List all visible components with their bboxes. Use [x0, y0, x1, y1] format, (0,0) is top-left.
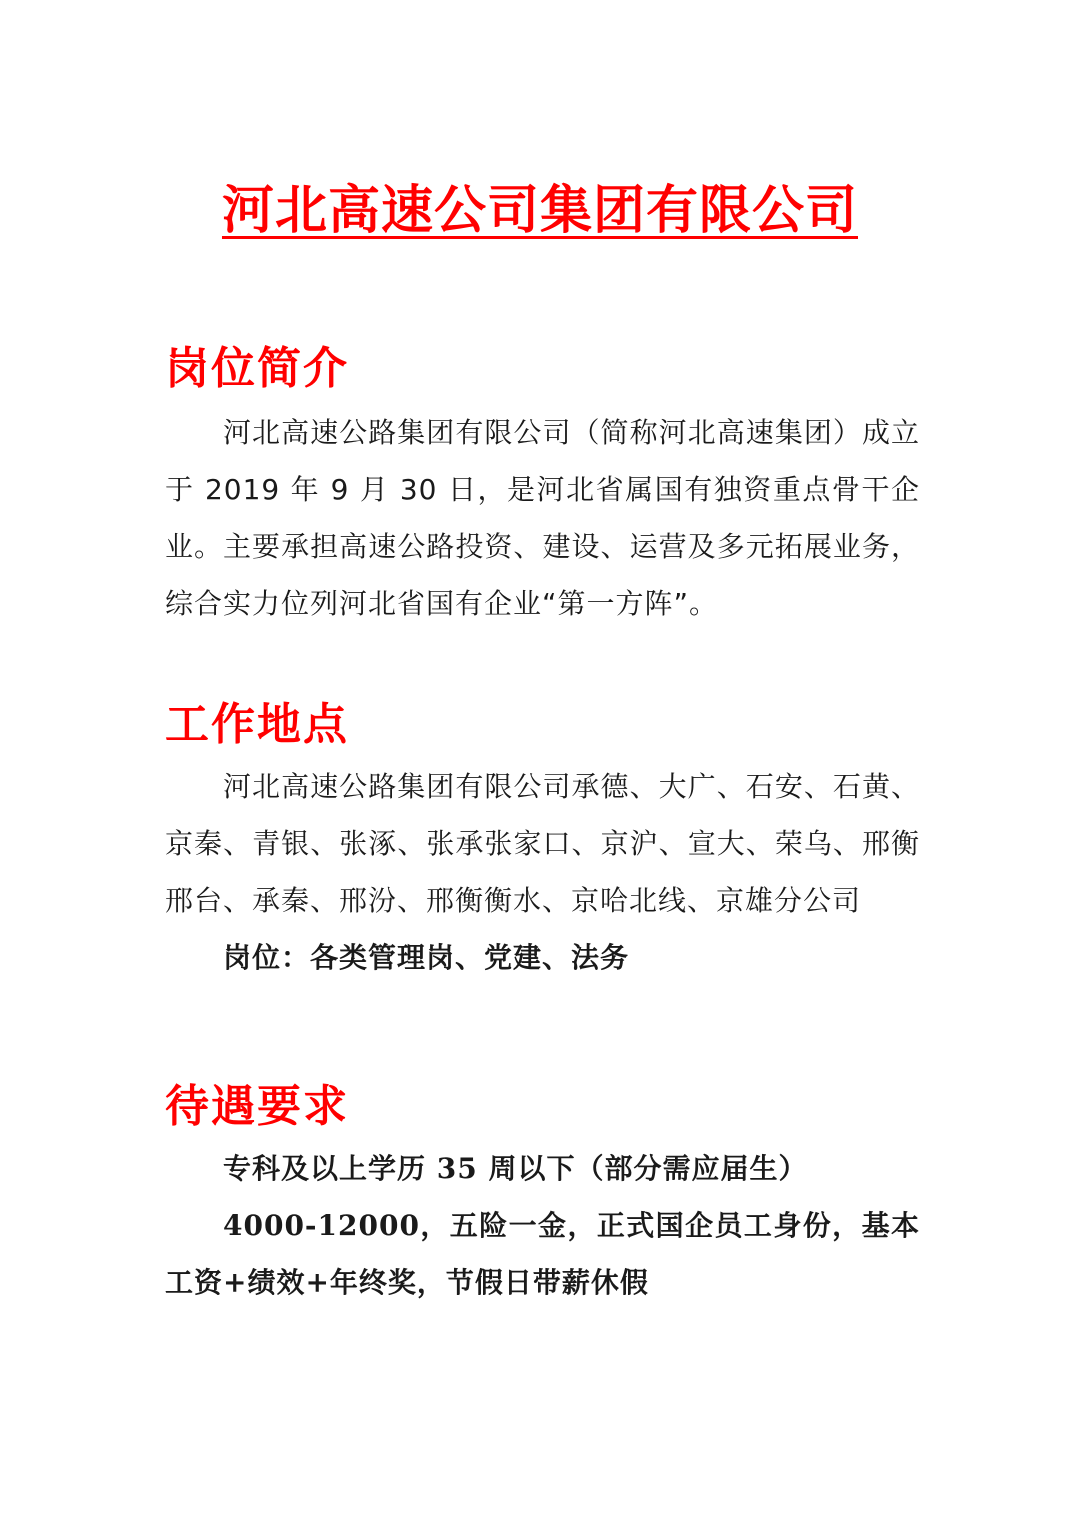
benefits-education-line: 专科及以上学历 35 周以下（部分需应届生） [223, 1152, 808, 1185]
intro-paragraph-2: 主要承担高速公路投资、建设、运营及多元拓展业务，综合实力位列河北省国有企业“第一方阵”。 [165, 530, 920, 620]
positions-line: 岗位：各类管理岗、党建、法务 [223, 941, 630, 974]
document-title [0, 168, 1080, 243]
location-paragraph: 河北高速公路集团有限公司承德、大广、石安、石黄、京秦、青银、张涿、张承张家口、京沪、宣大、荣乌、邢衡邢台、承秦、邢汾、邢衡衡水、京哈北线、京雄分公司 [165, 770, 920, 917]
section-heading-location: 工作地点 [165, 699, 349, 750]
benefits-salary-paragraph: 4000-12000，五险一金，正式国企员工身份，基本工资+绩效+年终奖，节假日带薪休假 [165, 1209, 920, 1299]
document-title-text: 河北高速公司集团有限公司 [221, 180, 858, 241]
section-heading-intro: 岗位简介 [165, 343, 349, 394]
section-heading-benefits: 待遇要求 [165, 1081, 349, 1132]
intro-paragraph-1: 河北高速公路集团有限公司（简称河北高速集团）成立于 2019 年 9 月 30 日，是河北省属国有独资重点骨干企业。 [165, 416, 920, 563]
